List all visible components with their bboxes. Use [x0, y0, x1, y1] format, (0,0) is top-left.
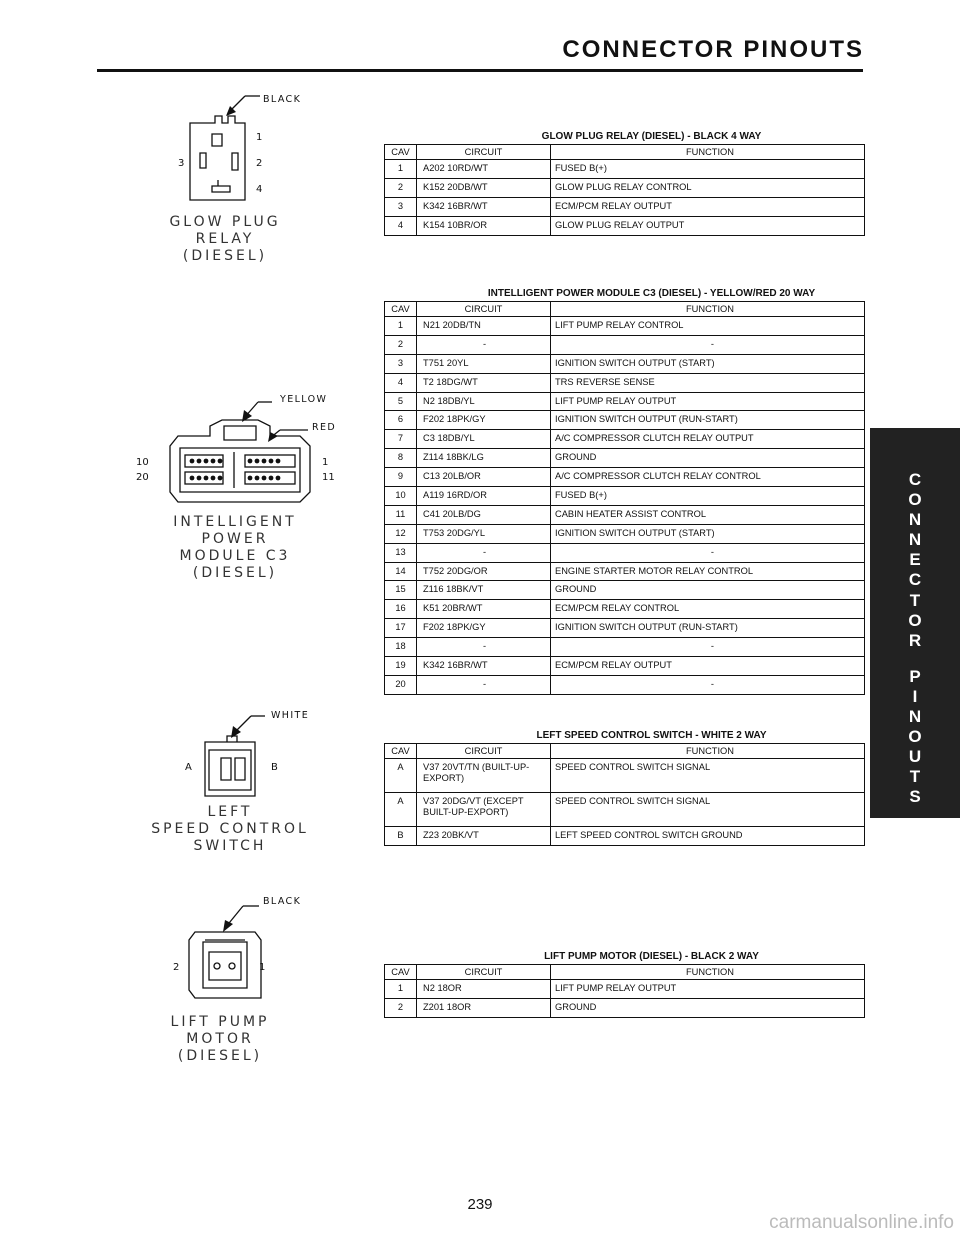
cell-circuit: N2 18DB/YL [417, 392, 551, 411]
section-tab [870, 428, 960, 818]
table-title: GLOW PLUG RELAY (DIESEL) - BLACK 4 WAY [541, 131, 762, 142]
cell-cav: A [385, 759, 417, 793]
cell-function: FUSED B(+) [551, 160, 865, 179]
table-row [385, 524, 865, 543]
cell-function: FUSED B(+) [551, 487, 865, 506]
cell-function: SPEED CONTROL SWITCH SIGNAL [551, 793, 865, 827]
cell-circuit: K152 20DB/WT [417, 178, 551, 197]
lift-pump-motor-diagram [165, 890, 315, 1010]
pin-label: 1 [259, 962, 266, 973]
cell-function: ENGINE STARTER MOTOR RELAY CONTROL [551, 562, 865, 581]
tab-letter: S [909, 787, 921, 807]
cell-circuit: - [417, 638, 551, 657]
cell-cav: 9 [385, 468, 417, 487]
cell-circuit: V37 20VT/TN (BUILT-UP-EXPORT) [417, 759, 551, 793]
table-row [385, 543, 865, 562]
caption-line: RELAY [195, 231, 255, 247]
cell-circuit: Z116 18BK/VT [417, 581, 551, 600]
cell-circuit: N2 18OR [417, 980, 551, 999]
column-header-function: FUNCTION [551, 744, 865, 759]
column-header-circuit: CIRCUIT [417, 145, 551, 160]
cell-circuit: T753 20DG/YL [417, 524, 551, 543]
table-header-row [385, 965, 865, 980]
cell-function: GLOW PLUG RELAY CONTROL [551, 178, 865, 197]
cell-circuit: T751 20YL [417, 354, 551, 373]
pinout-table [384, 964, 865, 1018]
cell-cav: 4 [385, 216, 417, 235]
lift-caption [140, 1014, 300, 1065]
table-row [385, 335, 865, 354]
cell-circuit: A202 10RD/WT [417, 160, 551, 179]
tab-letter: N [908, 510, 922, 530]
cell-function: IGNITION SWITCH OUTPUT (START) [551, 524, 865, 543]
pinout-table [384, 144, 865, 236]
cell-cav: 3 [385, 197, 417, 216]
cell-circuit: - [417, 543, 551, 562]
speed-table-block [384, 729, 865, 846]
cell-cav: 13 [385, 543, 417, 562]
table-row [385, 178, 865, 197]
caption-line: SWITCH [193, 838, 267, 854]
cell-function: TRS REVERSE SENSE [551, 373, 865, 392]
table-header-row [385, 744, 865, 759]
tab-letter: I [912, 686, 918, 706]
cell-function: GLOW PLUG RELAY OUTPUT [551, 216, 865, 235]
ipm-caption [150, 514, 320, 582]
cell-cav: 1 [385, 317, 417, 336]
pin-label: 2 [256, 158, 263, 169]
cell-function: GROUND [551, 449, 865, 468]
ipm-color-label-red: RED [312, 422, 337, 433]
cell-circuit: Z114 18BK/LG [417, 449, 551, 468]
caption-line: LIFT PUMP [170, 1014, 270, 1030]
cell-cav: 15 [385, 581, 417, 600]
table-row [385, 827, 865, 846]
cell-circuit: Z201 18OR [417, 998, 551, 1017]
cell-function: CABIN HEATER ASSIST CONTROL [551, 505, 865, 524]
caption-line: (DIESEL) [192, 565, 278, 581]
tab-letter: U [908, 747, 922, 767]
cell-function: LIFT PUMP RELAY OUTPUT [551, 392, 865, 411]
cell-cav: 5 [385, 392, 417, 411]
table-row [385, 980, 865, 999]
cell-function: ECM/PCM RELAY OUTPUT [551, 197, 865, 216]
cell-circuit: C13 20LB/OR [417, 468, 551, 487]
cell-function: - [551, 543, 865, 562]
cell-cav: 12 [385, 524, 417, 543]
tab-letter: T [909, 590, 921, 610]
caption-line: (DIESEL) [177, 1048, 263, 1064]
column-header-cav: CAV [385, 145, 417, 160]
pin-label: 10 [136, 457, 149, 468]
tab-letter: R [908, 630, 922, 650]
table-row [385, 468, 865, 487]
tab-letter: E [909, 550, 921, 570]
tab-letter: P [909, 666, 921, 686]
cell-cav: 8 [385, 449, 417, 468]
table-title: LIFT PUMP MOTOR (DIESEL) - BLACK 2 WAY [544, 951, 759, 962]
cell-function: IGNITION SWITCH OUTPUT (RUN-START) [551, 619, 865, 638]
cell-function: SPEED CONTROL SWITCH SIGNAL [551, 759, 865, 793]
caption-line: SPEED CONTROL [151, 821, 309, 837]
caption-line: MOTOR [186, 1031, 254, 1047]
table-row [385, 160, 865, 179]
cell-circuit: F202 18PK/GY [417, 411, 551, 430]
glow-plug-table-block [384, 130, 865, 236]
table-row [385, 638, 865, 657]
tab-letter: O [908, 727, 922, 747]
column-header-function: FUNCTION [551, 145, 865, 160]
caption-line: MODULE C3 [179, 548, 291, 564]
header-rule [97, 69, 863, 72]
pin-label: 11 [322, 472, 335, 483]
table-row [385, 657, 865, 676]
cell-circuit: K51 20BR/WT [417, 600, 551, 619]
cell-circuit: T752 20DG/OR [417, 562, 551, 581]
cell-function: A/C COMPRESSOR CLUTCH RELAY CONTROL [551, 468, 865, 487]
lift-pump-connector-drawing [165, 890, 315, 1010]
pin-label: 4 [256, 184, 263, 195]
cell-function: LIFT PUMP RELAY CONTROL [551, 317, 865, 336]
cell-cav: 1 [385, 160, 417, 179]
cell-cav: 3 [385, 354, 417, 373]
cell-circuit: - [417, 675, 551, 694]
cell-cav: 2 [385, 335, 417, 354]
ipm-c3-diagram [130, 392, 350, 512]
cell-function: IGNITION SWITCH OUTPUT (START) [551, 354, 865, 373]
cell-cav: 20 [385, 675, 417, 694]
glow-plug-caption [150, 214, 300, 265]
cell-cav: 10 [385, 487, 417, 506]
caption-line: LEFT [207, 804, 253, 820]
cell-circuit: K154 10BR/OR [417, 216, 551, 235]
cell-circuit: Z23 20BK/VT [417, 827, 551, 846]
table-title: LEFT SPEED CONTROL SWITCH - WHITE 2 WAY [536, 730, 767, 741]
cell-circuit: V37 20DG/VT (EXCEPT BUILT-UP-EXPORT) [417, 793, 551, 827]
lift-color-label: BLACK [263, 896, 302, 907]
column-header-cav: CAV [385, 965, 417, 980]
cell-function: GROUND [551, 581, 865, 600]
caption-line: (DIESEL) [182, 248, 268, 264]
lift-table-block [384, 950, 865, 1018]
cell-circuit: F202 18PK/GY [417, 619, 551, 638]
pin-label: 2 [173, 962, 180, 973]
cell-function: LEFT SPEED CONTROL SWITCH GROUND [551, 827, 865, 846]
speed-caption [145, 804, 315, 855]
cell-function: - [551, 675, 865, 694]
pin-label: 1 [322, 457, 329, 468]
section-tab-letters [908, 470, 921, 808]
table-row [385, 354, 865, 373]
table-row [385, 487, 865, 506]
glow-plug-relay-connector-drawing [160, 88, 310, 208]
ipm-c3-connector-drawing [130, 392, 350, 512]
pin-label: 20 [136, 472, 149, 483]
tab-letter: C [908, 470, 922, 489]
ipm-color-label-yellow: YELLOW [280, 394, 328, 405]
table-row [385, 317, 865, 336]
column-header-circuit: CIRCUIT [417, 744, 551, 759]
cell-function: ECM/PCM RELAY OUTPUT [551, 657, 865, 676]
cell-cav: 17 [385, 619, 417, 638]
table-row [385, 505, 865, 524]
cell-circuit: - [417, 335, 551, 354]
column-header-function: FUNCTION [551, 302, 865, 317]
cell-cav: 2 [385, 178, 417, 197]
cell-function: ECM/PCM RELAY CONTROL [551, 600, 865, 619]
cell-cav: 7 [385, 430, 417, 449]
table-header-row [385, 302, 865, 317]
cell-circuit: C3 18DB/YL [417, 430, 551, 449]
cell-cav: 1 [385, 980, 417, 999]
column-header-circuit: CIRCUIT [417, 302, 551, 317]
cell-circuit: N21 20DB/TN [417, 317, 551, 336]
cell-function: IGNITION SWITCH OUTPUT (RUN-START) [551, 411, 865, 430]
glow-plug-color-label: BLACK [263, 94, 302, 105]
table-row [385, 675, 865, 694]
tab-letter: O [908, 610, 922, 630]
tab-letter: N [908, 707, 922, 727]
cell-cav: 19 [385, 657, 417, 676]
pin-label: 3 [178, 158, 185, 169]
cell-circuit: T2 18DG/WT [417, 373, 551, 392]
column-header-cav: CAV [385, 302, 417, 317]
tab-letter: C [908, 570, 922, 590]
cell-cav: 6 [385, 411, 417, 430]
table-row [385, 392, 865, 411]
table-row [385, 619, 865, 638]
cell-circuit: C41 20LB/DG [417, 505, 551, 524]
page-title: CONNECTOR PINOUTS [562, 36, 864, 63]
table-row [385, 449, 865, 468]
table-row [385, 998, 865, 1017]
cell-circuit: A119 16RD/OR [417, 487, 551, 506]
cell-function: LIFT PUMP RELAY OUTPUT [551, 980, 865, 999]
ipm-table-block [384, 287, 865, 695]
table-row [385, 581, 865, 600]
cell-cav: 4 [385, 373, 417, 392]
cell-cav: 2 [385, 998, 417, 1017]
caption-line: INTELLIGENT [173, 514, 297, 530]
cell-cav: 11 [385, 505, 417, 524]
cell-function: - [551, 335, 865, 354]
table-row [385, 197, 865, 216]
table-row [385, 216, 865, 235]
column-header-circuit: CIRCUIT [417, 965, 551, 980]
caption-line: GLOW PLUG [169, 214, 281, 230]
pinout-table [384, 743, 865, 846]
cell-circuit: K342 16BR/WT [417, 657, 551, 676]
table-title: INTELLIGENT POWER MODULE C3 (DIESEL) - YELLOW/RED 20 WAY [487, 288, 816, 299]
cell-function: - [551, 638, 865, 657]
caption-line: POWER [201, 531, 269, 547]
pin-label: B [271, 762, 278, 773]
column-header-function: FUNCTION [551, 965, 865, 980]
cell-circuit: K342 16BR/WT [417, 197, 551, 216]
watermark: carmanualsonline.info [769, 1212, 954, 1233]
pin-label: 1 [256, 132, 263, 143]
speed-color-label: WHITE [271, 710, 310, 721]
table-header-row [385, 145, 865, 160]
cell-cav: A [385, 793, 417, 827]
cell-function: GROUND [551, 998, 865, 1017]
speed-control-connector-drawing [175, 706, 315, 806]
tab-letter: T [909, 767, 921, 787]
column-header-cav: CAV [385, 744, 417, 759]
table-row [385, 793, 865, 827]
cell-cav: 18 [385, 638, 417, 657]
table-row [385, 430, 865, 449]
cell-function: A/C COMPRESSOR CLUTCH RELAY OUTPUT [551, 430, 865, 449]
pin-label: A [185, 762, 192, 773]
table-row [385, 600, 865, 619]
cell-cav: 16 [385, 600, 417, 619]
tab-letter: N [908, 530, 922, 550]
table-row [385, 411, 865, 430]
speed-control-switch-diagram [175, 706, 315, 806]
page-number: 239 [467, 1196, 493, 1213]
tab-letter: O [908, 490, 922, 510]
table-row [385, 759, 865, 793]
cell-cav: B [385, 827, 417, 846]
pinout-table [384, 301, 865, 695]
table-row [385, 373, 865, 392]
cell-cav: 14 [385, 562, 417, 581]
table-row [385, 562, 865, 581]
